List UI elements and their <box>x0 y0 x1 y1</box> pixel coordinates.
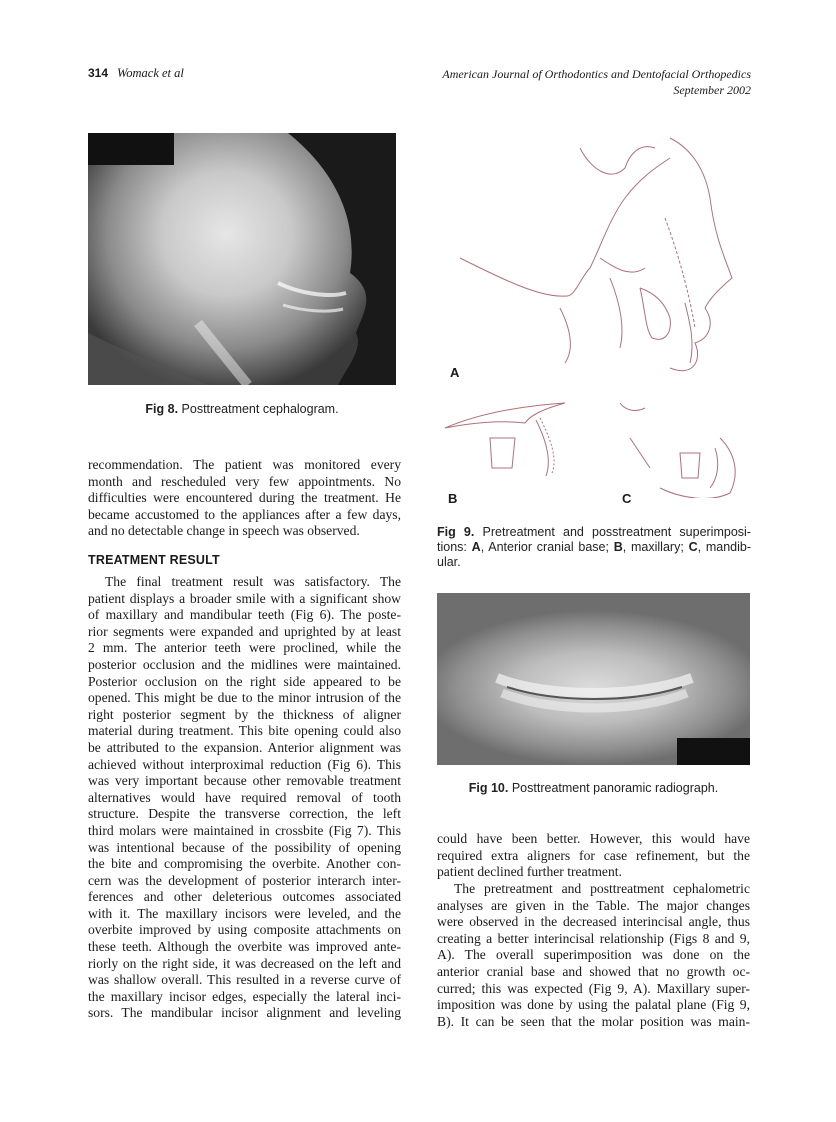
text-line: creating a better interincisal relationship (Figs 8 and 9, <box>437 930 750 946</box>
fig9-caption-line1: Pretreatment and posstreatment superimposi- <box>482 525 751 539</box>
text-line: A). The overall superimposition was done on the <box>437 947 750 963</box>
fig9-caption-text: ular. <box>437 555 461 569</box>
fig9-panel-c-label: C <box>622 491 632 506</box>
text-line: material during treatment. This bite opening could also <box>88 723 401 739</box>
text-line: riorly on the right side, it was decreased on the left and <box>88 955 401 971</box>
text-line: rior segments were expanded and uprighted by at least <box>88 623 401 639</box>
text-line: structure. Despite the transverse correction, the left <box>88 806 401 822</box>
text-line: with it. The maxillary incisors were leveled, and the <box>88 905 401 921</box>
text-line: third molars were maintained in crossbite (Fig 7). This <box>88 822 401 838</box>
text-line: 2 mm. The anterior teeth were proclined, while the <box>88 640 401 656</box>
text-line: sors. The mandibular incisor alignment and leveling <box>88 1005 401 1021</box>
text-line: was intentional because of the possibility of opening <box>88 839 401 855</box>
text-line: was shallow overall. This resulted in a reverse curve of <box>88 972 401 988</box>
text-line: The pretreatment and posttreatment cephalometric <box>454 881 750 896</box>
fig9-caption-text: , Anterior cranial base; <box>480 540 614 554</box>
text-line: required extra aligners for case refinement, but the <box>437 847 750 863</box>
text-line: overbite improved by using composite attachments on <box>88 922 401 938</box>
text-line: imposition was done by using the palatal plane (Fig 9, <box>437 997 750 1013</box>
text-line: curred; this was expected (Fig 9, A). Maxillary super- <box>437 980 750 996</box>
text-line: cern was the development of posterior interarch inter- <box>88 872 401 888</box>
fig9-caption-text: tions: <box>437 540 472 554</box>
text-line: posterior occlusion and the midlines were maintained. <box>88 656 401 672</box>
left-paragraph-2 <box>88 574 401 1022</box>
right-paragraph-2 <box>437 881 750 1030</box>
text-line: patient displays a broader smile with a significant show <box>88 590 401 606</box>
fig9-panel-a-label: A <box>450 365 460 380</box>
text-line: the maxillary incisor edges, especially the lateral inci- <box>88 988 401 1004</box>
text-line: be attributed to the expansion. Anterior alignment was <box>88 739 401 755</box>
fig9-caption-text: , maxillary; <box>622 540 689 554</box>
text-line: recommendation. The patient was monitored every <box>88 457 401 472</box>
fig9-tracing-c <box>590 398 750 510</box>
fig9-caption <box>437 525 751 570</box>
text-line: Posterior occlusion on the right side appeared to be <box>88 673 401 689</box>
text-line: were observed in the decreased interincisal angle, thus <box>437 914 750 930</box>
text-line: month and rescheduled very few appointments. No <box>88 473 401 489</box>
running-head-journal <box>442 66 751 98</box>
page-number: 314 <box>88 66 109 80</box>
text-line: B). It can be seen that the molar position was main- <box>437 1013 750 1029</box>
fig9-label: Fig 9. <box>437 525 475 539</box>
fig10-label: Fig 10. <box>468 781 509 795</box>
fig9-caption-b: B <box>613 540 623 554</box>
fig8-caption-text: Posttreatment cephalogram. <box>181 402 339 416</box>
text-line: analyses are given in the Table. The major changes <box>437 897 750 913</box>
fig9-tracing-b <box>440 398 590 510</box>
fig10-caption <box>437 781 750 796</box>
text-line: these teeth. Although the overbite was improved ante- <box>88 939 401 955</box>
text-line: alternatives would have required removal of tooth <box>88 789 401 805</box>
fig9-caption-a: A <box>471 540 481 554</box>
fig9-tracing-a <box>440 128 752 390</box>
text-line: the bite and compromising the overbite. Another con- <box>88 856 401 872</box>
issue-date: September 2002 <box>673 83 751 97</box>
text-line: of maxillary and mandibular teeth (Fig 6). The poste- <box>88 607 401 623</box>
text-line: and no detectable change in speech was observed. <box>88 523 360 539</box>
running-head-authors: Womack et al <box>117 66 184 80</box>
fig8-caption <box>88 402 396 417</box>
fig8-label: Fig 8. <box>145 402 179 416</box>
fig10-caption-text: Posttreatment panoramic radiograph. <box>511 781 719 795</box>
fig8-cephalogram-image <box>88 133 396 385</box>
journal-title: American Journal of Orthodontics and Dentofacial Orthopedics <box>442 67 751 81</box>
text-line: difficulties were encountered during the treatment. He <box>88 490 401 506</box>
fig9-caption-text: , mandib- <box>697 540 751 554</box>
fig9-panel-b-label: B <box>448 491 458 506</box>
left-paragraph-1 <box>88 457 401 540</box>
text-line: became accustomed to the appliances after a few days, <box>88 506 401 522</box>
section-heading-treatment-result: TREATMENT RESULT <box>88 553 220 567</box>
right-paragraph-1 <box>437 831 750 881</box>
text-line: was very important because other removable treatment <box>88 773 401 789</box>
fig10-panoramic-image <box>437 593 750 765</box>
text-line: patient declined further treatment. <box>437 864 622 880</box>
text-line: ferences and other deleterious outcomes associated <box>88 889 401 905</box>
fig9-caption-c: C <box>688 540 698 554</box>
text-line: The final treatment result was satisfactory. The <box>105 574 401 589</box>
text-line: could have been better. However, this would have <box>437 831 750 846</box>
text-line: right posterior segment by the thickness of aligner <box>88 706 401 722</box>
text-line: opened. This might be due to the minor intrusion of the <box>88 690 401 706</box>
text-line: achieved without interproximal reduction (Fig 6). This <box>88 756 401 772</box>
text-line: anterior cranial base and showed that no growth oc- <box>437 963 750 979</box>
